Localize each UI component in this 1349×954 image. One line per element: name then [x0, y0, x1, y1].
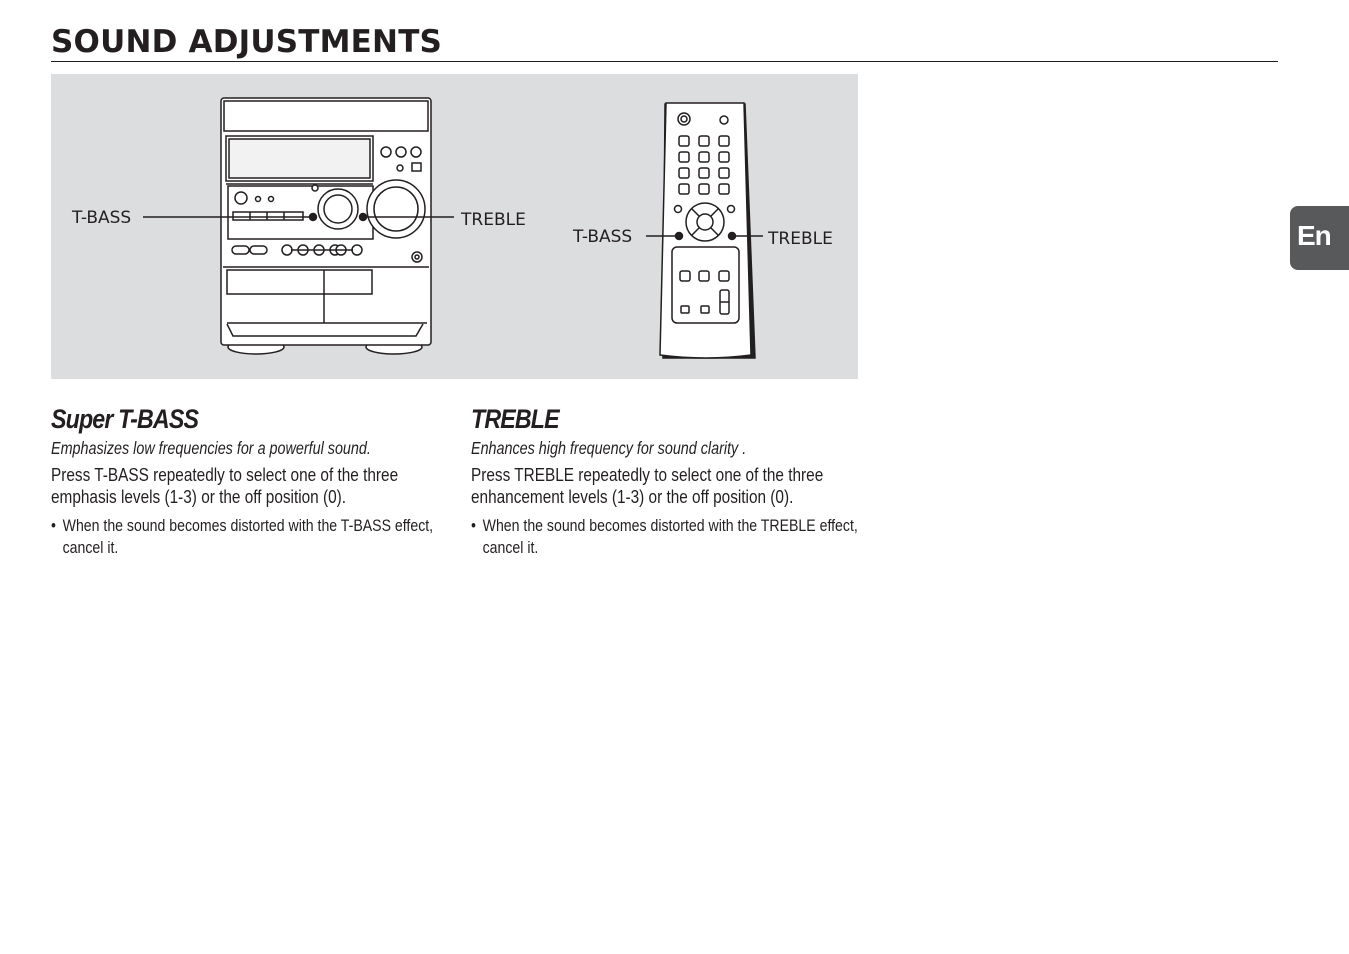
section-note [471, 515, 861, 559]
bullet-icon: • [471, 516, 476, 535]
language-tab [1290, 206, 1349, 270]
section-treble [471, 402, 861, 559]
section-title: Super T-BASS [51, 404, 199, 434]
section-body: Press TREBLE repeatedly to select one of the three enhancement levels (1-3) or the off position (0). [471, 464, 824, 507]
section-subtitle: Emphasizes low frequencies for a powerful sound. [51, 438, 371, 458]
remote-tbass-label: T-BASS [573, 227, 633, 247]
title-rule [51, 61, 1278, 62]
unit-tbass-label: T-BASS [72, 208, 132, 228]
section-note [51, 515, 441, 559]
section-super-tbass [51, 402, 441, 559]
language-tab-label: En [1297, 220, 1331, 251]
unit-treble-label: TREBLE [461, 210, 526, 230]
remote-treble-label: TREBLE [768, 229, 833, 249]
page-title: SOUND ADJUSTMENTS [51, 24, 443, 60]
section-subtitle: Enhances high frequency for sound clarity . [471, 438, 747, 458]
remote-control-drawing [660, 103, 755, 358]
bullet-icon: • [51, 516, 56, 535]
note-text: When the sound becomes distorted with the T-BASS effect, cancel it. [62, 516, 434, 557]
section-title: TREBLE [471, 404, 559, 434]
note-text: When the sound becomes distorted with the TREBLE effect, cancel it. [482, 516, 858, 557]
illustration-svg [51, 74, 858, 379]
product-illustration [51, 74, 858, 379]
stereo-unit-drawing [221, 98, 431, 354]
section-body: Press T-BASS repeatedly to select one of the three emphasis levels (1-3) or the off position (0). [51, 464, 399, 507]
